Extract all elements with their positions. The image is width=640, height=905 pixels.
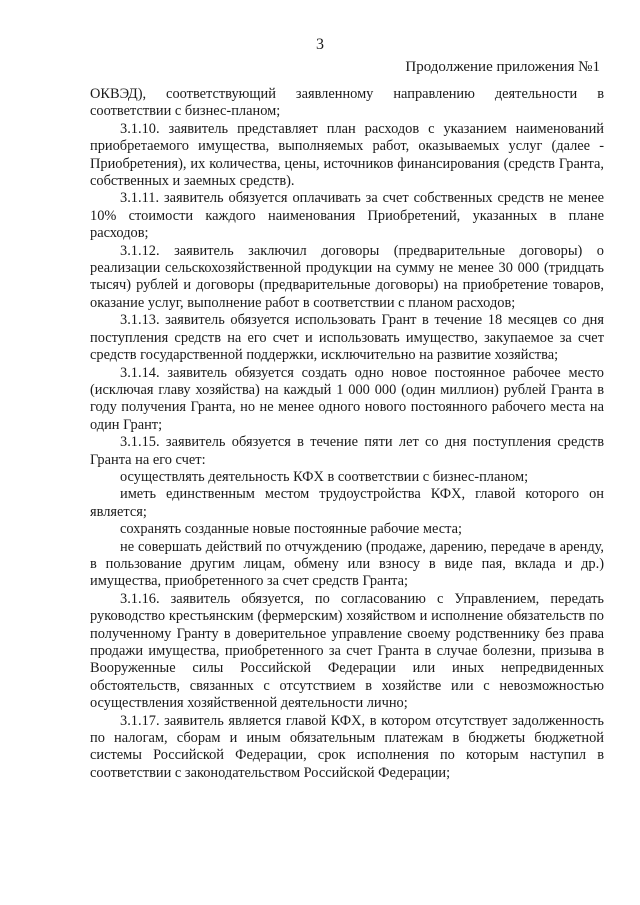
paragraph-3-1-17: 3.1.17. заявитель является главой КФХ, в котором отсутствует задолженность по налогам, сборам и иным обязательным платежам в бюджеты бюджетной системы Российской Федерации, срок исполнения по которым наступил в соответствии с законодательством Российской Федерации; [90, 712, 604, 781]
document-body [90, 86, 604, 782]
paragraph-3-1-11: 3.1.11. заявитель обязуется оплачивать за счет собственных средств не менее 10% стоимости каждого наименования Приобретений, указанных в плане расходов; [90, 190, 604, 242]
paragraph-3-1-12: 3.1.12. заявитель заключил договоры (предварительные договоры) о реализации сельскохозяйственной продукции на сумму не менее 30 000 (тридцать тысяч) рублей и договоры (предварительные договоры) на приобретение товаров, оказание услуг, выполнение работ в соответствии с планом расходов; [90, 242, 604, 311]
paragraph-3-1-15-item-employment: иметь единственным местом трудоустройства КФХ, главой которого он является; [90, 486, 604, 520]
paragraph-3-1-13: 3.1.13. заявитель обязуется использовать Грант в течение 18 месяцев со дня поступления средств на его счет и использовать имущество, закупаемое за счет средств государственной поддержки, исключительно на развитие хозяйства; [90, 312, 604, 364]
paragraph-okved-continuation: ОКВЭД), соответствующий заявленному направлению деятельности в соответствии с бизнес-планом; [90, 86, 604, 120]
paragraph-3-1-16: 3.1.16. заявитель обязуется, по согласованию с Управлением, передать руководство крестьянским (фермерским) хозяйством и исполнение обязательств по полученному Гранту в доверительное управление своему родственнику без права продажи имущества, приобретенного за счет Гранта в случае болезни, призыва в Вооруженные силы Российской Федерации или иных непредвиденных обстоятельств, связанных с отсутствием в хозяйстве или с невозможностью осуществления хозяйственной деятельности лично; [90, 590, 604, 712]
paragraph-3-1-15-item-alienation: не совершать действий по отчуждению (продаже, дарению, передаче в аренду, в пользование другим лицам, обмену или взносу в виде пая, вклада и др.) имущества, приобретенного за счет средств Гранта; [90, 538, 604, 590]
page-number: 3 [316, 36, 324, 53]
appendix-continuation-note: Продолжение приложения №1 [405, 59, 600, 75]
paragraph-3-1-15-item-activity: осуществлять деятельность КФХ в соответствии с бизнес-планом; [120, 468, 529, 485]
paragraph-3-1-15-item-jobs: сохранять созданные новые постоянные рабочие места; [120, 521, 462, 538]
paragraph-3-1-10: 3.1.10. заявитель представляет план расходов с указанием наименований приобретаемого имущества, выполняемых работ, оказываемых услуг (далее - Приобретения), их количества, цены, источников финансирования (средств Гранта, собственных и заемных средств). [90, 120, 604, 190]
paragraph-3-1-15: 3.1.15. заявитель обязуется в течение пяти лет со дня поступления средств Гранта на его счет: [90, 434, 604, 468]
paragraph-3-1-14: 3.1.14. заявитель обязуется создать одно новое постоянное рабочее место (исключая главу хозяйства) на каждый 1 000 000 (один миллион) рублей Гранта в году получения Гранта, но не менее одного нового постоянного рабочего места на один Грант; [90, 364, 604, 433]
